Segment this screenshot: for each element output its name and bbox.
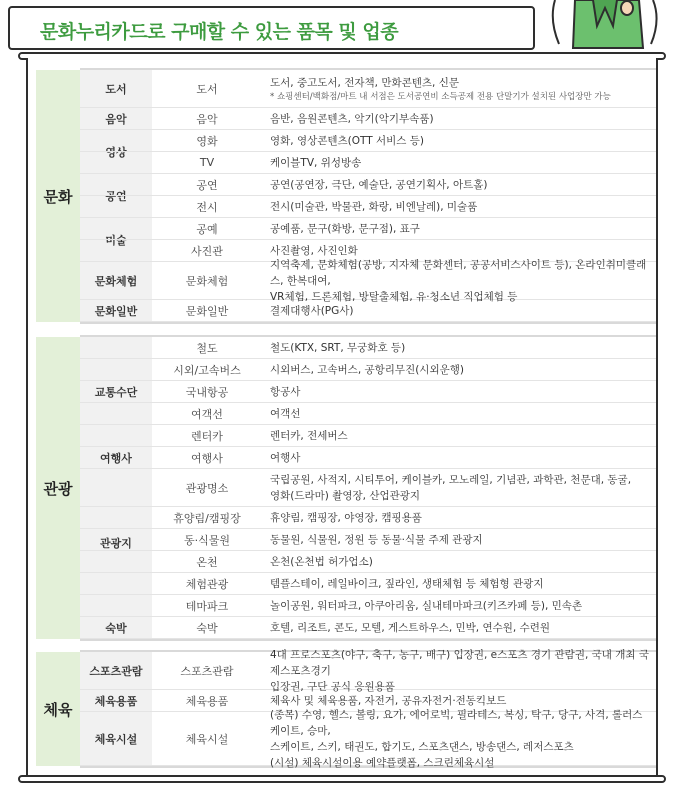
item-cell: 숙박	[196, 621, 218, 635]
description-cell	[270, 507, 652, 528]
description-text: 스케이트, 스키, 태권도, 합기도, 스포츠댄스, 방송댄스, 레저스포츠	[270, 740, 574, 753]
description-text: 공연(공연장, 극단, 예술단, 공연기획사, 아트홀)	[270, 178, 488, 191]
description-text: VR체험, 드론체험, 방탈출체험, 유·청소년 직업체험 등	[270, 290, 518, 303]
description-cell	[270, 130, 652, 151]
item-cell: 시외/고속버스	[173, 363, 241, 377]
description-cell	[270, 708, 652, 769]
description-text: 공예품, 문구(화방, 문구점), 표구	[270, 222, 420, 235]
category-cell: 여행사	[80, 447, 152, 469]
table-row	[80, 425, 656, 447]
description-cell	[270, 381, 652, 402]
table-row	[80, 529, 656, 551]
description-text: 입장권, 구단 공식 응원용품	[270, 680, 395, 693]
description-text: 영화(드라마) 촬영장, 산업관광지	[270, 489, 421, 502]
category-cell: 도서	[80, 70, 152, 108]
description-text: 동물원, 식물원, 정원 등 동물·식물 주제 관광지	[270, 533, 483, 546]
table-row	[80, 595, 656, 617]
description-text: 전시(미술관, 박물관, 화랑, 비엔날레), 미술품	[270, 200, 478, 213]
table-row	[80, 108, 656, 130]
item-cell: 국내항공	[185, 385, 229, 399]
table-row	[80, 218, 656, 240]
item-cell: 테마파크	[185, 599, 229, 613]
table-row	[80, 130, 656, 152]
scroll-rod-bottom	[18, 775, 666, 783]
table-row	[80, 337, 656, 359]
description-text: 놀이공원, 워터파크, 아쿠아리움, 실내테마파크(키즈카페 등), 민속촌	[270, 599, 583, 612]
item-cell: 체험관광	[185, 577, 229, 591]
description-cell	[270, 403, 652, 424]
description-text: (시설) 체육시설이용 예약플랫폼, 스크린체육시설	[270, 756, 495, 769]
description-text: 시외버스, 고속버스, 공항리무진(시외운행)	[270, 363, 464, 376]
category-cell: 관광지	[80, 469, 152, 617]
category-cell: 교통수단	[80, 337, 152, 447]
item-cell: 음악	[196, 112, 218, 126]
description-cell	[270, 196, 652, 217]
item-cell: 도서	[196, 82, 218, 96]
item-cell: 체육시설	[185, 732, 229, 746]
section-label: 관광	[36, 337, 80, 639]
description-text: 4대 프로스포츠(야구, 축구, 농구, 배구) 입장권, e스포츠 경기 관람권, 국내 개최 국제스포츠경기	[270, 648, 650, 677]
header-banner	[8, 6, 535, 50]
description-text: 호텔, 리조트, 콘도, 모텔, 게스트하우스, 민박, 연수원, 수련원	[270, 621, 551, 634]
description-text: 여행사	[270, 451, 301, 464]
category-cell: 문화체험	[80, 262, 152, 300]
item-cell: 동·식물원	[183, 533, 230, 547]
description-cell	[270, 425, 652, 446]
category-cell: 숙박	[80, 617, 152, 639]
table-row	[80, 551, 656, 573]
table-row	[80, 196, 656, 218]
category-cell: 문화일반	[80, 300, 152, 322]
section-2	[36, 648, 656, 769]
table-row	[80, 300, 656, 322]
description-text: 체육사 및 체육용품, 자전거, 공유자전거·전동킥보드	[270, 694, 507, 707]
description-cell	[270, 573, 652, 594]
category-cell: 체육용품	[80, 690, 152, 712]
description-cell	[270, 337, 652, 358]
description-cell	[270, 108, 652, 129]
table-row	[80, 403, 656, 425]
table-row	[80, 258, 656, 303]
description-text: 국립공원, 사적지, 시티투어, 케이블카, 모노레일, 기념관, 과학관, 천문대, 동굴,	[270, 473, 632, 486]
item-cell: 여객선	[191, 407, 223, 421]
description-cell	[270, 70, 652, 107]
table-row	[80, 708, 656, 769]
table-row	[80, 70, 656, 108]
category-cell: 영상	[80, 130, 152, 174]
item-cell: 공예	[196, 222, 218, 236]
category-cell: 체육시설	[80, 712, 152, 766]
table-row	[80, 507, 656, 529]
description-cell	[270, 617, 652, 638]
table-row	[80, 617, 656, 639]
description-cell	[270, 359, 652, 380]
description-cell	[270, 595, 652, 616]
description-text: 영화, 영상콘텐츠(OTT 서비스 등)	[270, 134, 425, 147]
item-cell: 여행사	[191, 451, 223, 465]
description-cell	[270, 218, 652, 239]
description-cell	[270, 469, 652, 506]
item-cell: 영화	[196, 134, 218, 148]
item-cell: 스포츠관람	[180, 664, 234, 678]
description-text: 온천(온천법 허가업소)	[270, 555, 373, 568]
table-row	[80, 359, 656, 381]
mascot-illustration	[535, 0, 675, 50]
item-cell: 전시	[196, 200, 218, 214]
table-row	[80, 573, 656, 595]
section-divider	[80, 322, 656, 324]
item-cell: 휴양림/캠핑장	[173, 511, 241, 525]
description-cell	[270, 258, 652, 303]
category-cell: 음악	[80, 108, 152, 130]
description-text: 사진촬영, 사진인화	[270, 244, 358, 257]
item-cell: 사진관	[191, 244, 223, 258]
item-cell: 체육용품	[185, 694, 229, 708]
description-text: 철도(KTX, SRT, 무궁화호 등)	[270, 341, 406, 354]
description-cell	[270, 648, 652, 693]
item-cell: 온천	[196, 555, 218, 569]
table-row	[80, 469, 656, 507]
description-text: 도서, 중고도서, 전자책, 만화콘텐츠, 신문	[270, 76, 459, 89]
item-cell: 관광명소	[185, 481, 229, 495]
section-label: 문화	[36, 70, 80, 322]
description-cell	[270, 152, 652, 173]
description-text: 휴양림, 캠핑장, 야영장, 캠핑용품	[270, 511, 422, 524]
item-cell: 철도	[196, 341, 218, 355]
table-row	[80, 447, 656, 469]
table-row	[80, 152, 656, 174]
table-row	[80, 174, 656, 196]
category-cell: 공연	[80, 174, 152, 218]
category-cell: 미술	[80, 218, 152, 262]
item-cell: TV	[199, 156, 215, 169]
item-cell: 문화일반	[185, 304, 229, 318]
description-text: 지역축제, 문화체험(공방, 지자체 문화센터, 공공서비스사이트 등), 온라인취미클래스, 한복대여,	[270, 258, 647, 287]
description-text: 항공사	[270, 385, 301, 398]
description-cell	[270, 529, 652, 550]
description-cell	[270, 174, 652, 195]
section-label: 체육	[36, 652, 80, 766]
item-cell: 공연	[196, 178, 218, 192]
description-text: 렌터카, 전세버스	[270, 429, 348, 442]
section-divider	[80, 639, 656, 641]
section-1	[36, 337, 656, 639]
section-0	[36, 70, 656, 322]
description-text: 결제대행사(PG사)	[270, 304, 354, 317]
page-title: 문화누리카드로 구매할 수 있는 품목 및 업종	[40, 21, 399, 43]
category-cell: 스포츠관람	[80, 652, 152, 690]
description-note: * 쇼핑센터/백화점/마트 내 서점은 도서공연비 소득공제 전용 단말기가 설치된 사업장만 가능	[270, 91, 611, 102]
table-row	[80, 381, 656, 403]
description-text: 여객선	[270, 407, 301, 420]
description-text: 템플스테이, 레일바이크, 짚라인, 생태체험 등 체험형 관광지	[270, 577, 544, 590]
item-cell: 문화체험	[185, 274, 229, 288]
item-cell: 렌터카	[191, 429, 223, 443]
description-cell	[270, 447, 652, 468]
table-row	[80, 648, 656, 693]
description-text: 케이블TV, 위성방송	[270, 156, 362, 169]
description-cell	[270, 300, 652, 321]
description-cell	[270, 551, 652, 572]
description-text: (종목) 수영, 헬스, 볼링, 요가, 에어로빅, 필라테스, 복싱, 탁구, 당구, 사격, 롤러스케이트, 승마,	[270, 708, 643, 737]
description-text: 음반, 음원콘텐츠, 악기(악기부속품)	[270, 112, 434, 125]
